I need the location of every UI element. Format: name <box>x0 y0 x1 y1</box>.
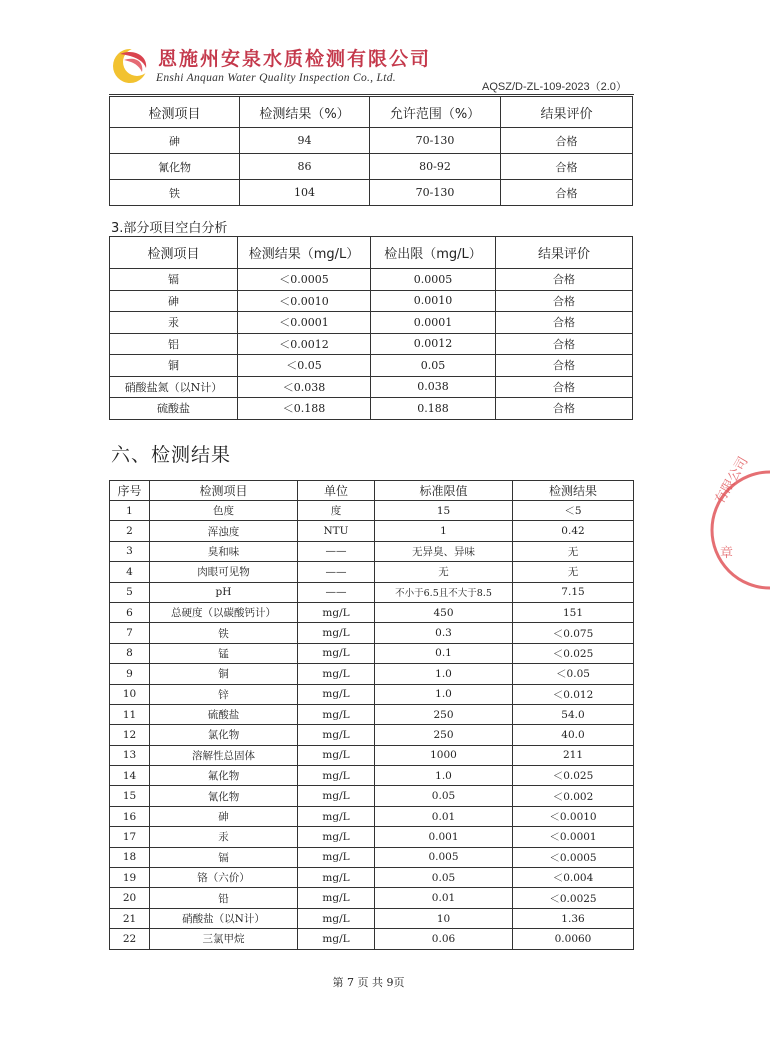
cell: ＜5 <box>513 501 634 521</box>
cell: mg/L <box>298 684 375 704</box>
cell: 0.0010 <box>371 290 496 312</box>
cell: mg/L <box>298 929 375 949</box>
section-title-results: 六、检测结果 <box>111 444 232 466</box>
cell: 0.0060 <box>513 929 634 949</box>
column-header: 检测结果（%） <box>240 97 370 128</box>
cell: 211 <box>513 745 634 765</box>
cell: ＜0.0010 <box>513 806 634 826</box>
table-row <box>110 643 634 663</box>
table-row <box>110 868 634 888</box>
cell: ＜0.075 <box>513 623 634 643</box>
blank-analysis-table <box>109 236 633 420</box>
table-row <box>110 827 634 847</box>
cell: 12 <box>110 725 150 745</box>
cell: 合格 <box>496 290 633 312</box>
cell: 0.01 <box>375 888 513 908</box>
cell: 0.3 <box>375 623 513 643</box>
cell: 镉 <box>110 269 238 291</box>
table-row <box>110 582 634 602</box>
table-row <box>110 684 634 704</box>
cell: ＜0.05 <box>513 664 634 684</box>
cell: 0.01 <box>375 806 513 826</box>
column-header: 标准限值 <box>375 481 513 501</box>
cell: mg/L <box>298 847 375 867</box>
cell: 1.36 <box>513 908 634 928</box>
cell: mg/L <box>298 888 375 908</box>
cell: 溶解性总固体 <box>150 745 298 765</box>
cell: 6 <box>110 602 150 622</box>
cell: 3 <box>110 541 150 561</box>
table-row <box>110 376 633 398</box>
cell: 11 <box>110 704 150 724</box>
company-logo-icon <box>110 46 154 86</box>
cell: mg/L <box>298 868 375 888</box>
column-header: 结果评价 <box>496 237 633 269</box>
cell: 铁 <box>150 623 298 643</box>
cell: 汞 <box>150 827 298 847</box>
cell: 19 <box>110 868 150 888</box>
cell: 0.038 <box>371 376 496 398</box>
column-header: 允许范围（%） <box>370 97 501 128</box>
cell: mg/L <box>298 623 375 643</box>
cell: 1.0 <box>375 766 513 786</box>
cell: 三氯甲烷 <box>150 929 298 949</box>
cell: 合格 <box>501 154 633 180</box>
cell: ＜0.025 <box>513 766 634 786</box>
cell: 17 <box>110 827 150 847</box>
cell: 1.0 <box>375 684 513 704</box>
cell: 80-92 <box>370 154 501 180</box>
table-row <box>110 312 633 334</box>
cell: 0.05 <box>375 868 513 888</box>
cell: mg/L <box>298 806 375 826</box>
table-row <box>110 290 633 312</box>
table-row <box>110 355 633 377</box>
cell: 无 <box>513 541 634 561</box>
cell: mg/L <box>298 908 375 928</box>
cell: 151 <box>513 602 634 622</box>
column-header: 检测结果（mg/L） <box>238 237 371 269</box>
cell: ＜0.0001 <box>513 827 634 847</box>
table-row <box>110 704 634 724</box>
company-seal-stamp <box>700 454 770 595</box>
table-row <box>110 333 633 355</box>
table-row <box>110 908 634 928</box>
cell: pH <box>150 582 298 602</box>
cell: 锰 <box>150 643 298 663</box>
table-row <box>110 745 634 765</box>
cell: 0.05 <box>375 786 513 806</box>
cell: 0.42 <box>513 521 634 541</box>
cell: 色度 <box>150 501 298 521</box>
cell: 0.05 <box>371 355 496 377</box>
cell: 86 <box>240 154 370 180</box>
cell: 0.1 <box>375 643 513 663</box>
cell: 氰化物 <box>150 786 298 806</box>
table-row <box>110 786 634 806</box>
column-header: 序号 <box>110 481 150 501</box>
cell: 10 <box>375 908 513 928</box>
cell: mg/L <box>298 766 375 786</box>
cell: 250 <box>375 704 513 724</box>
cell: 1 <box>375 521 513 541</box>
cell: 40.0 <box>513 725 634 745</box>
cell: ＜0.002 <box>513 786 634 806</box>
table-header-row <box>110 481 634 501</box>
cell: 镉 <box>150 847 298 867</box>
cell: 14 <box>110 766 150 786</box>
svg-text:章: 章 <box>720 546 734 561</box>
cell: 氰化物 <box>110 154 240 180</box>
cell: ＜0.025 <box>513 643 634 663</box>
cell: ＜0.004 <box>513 868 634 888</box>
cell: 硫酸盐 <box>110 398 238 420</box>
cell: 砷 <box>110 290 238 312</box>
cell: 铜 <box>110 355 238 377</box>
cell: 硝酸盐（以N计） <box>150 908 298 928</box>
cell: 0.005 <box>375 847 513 867</box>
cell: 合格 <box>501 128 633 154</box>
column-header: 检测项目 <box>150 481 298 501</box>
column-header: 检出限（mg/L） <box>371 237 496 269</box>
cell: 铜 <box>150 664 298 684</box>
cell: 0.0012 <box>371 333 496 355</box>
table-row <box>110 180 633 206</box>
cell: 9 <box>110 664 150 684</box>
table-row <box>110 725 634 745</box>
cell: ＜0.012 <box>513 684 634 704</box>
cell: 450 <box>375 602 513 622</box>
cell: 铅 <box>150 888 298 908</box>
cell: 7 <box>110 623 150 643</box>
cell: 94 <box>240 128 370 154</box>
table-header-row <box>110 97 633 128</box>
cell: 1.0 <box>375 664 513 684</box>
cell: 无异臭、异味 <box>375 541 513 561</box>
cell: 合格 <box>496 376 633 398</box>
table-row <box>110 501 634 521</box>
cell: ＜0.0012 <box>238 333 371 355</box>
cell: ＜0.0001 <box>238 312 371 334</box>
cell: 21 <box>110 908 150 928</box>
cell: 合格 <box>496 355 633 377</box>
table-row <box>110 847 634 867</box>
table-row <box>110 269 633 291</box>
table-row <box>110 154 633 180</box>
table-row <box>110 602 634 622</box>
cell: 硫酸盐 <box>150 704 298 724</box>
svg-text:有限公司: 有限公司 <box>712 454 752 507</box>
cell: ＜0.038 <box>238 376 371 398</box>
section-title-blank-analysis: 3.部分项目空白分析 <box>111 221 228 236</box>
recovery-table <box>109 96 633 206</box>
cell: ＜0.0025 <box>513 888 634 908</box>
table-row <box>110 128 633 154</box>
cell: 0.188 <box>371 398 496 420</box>
cell: —— <box>298 582 375 602</box>
cell: 合格 <box>496 333 633 355</box>
cell: 肉眼可见物 <box>150 562 298 582</box>
cell: 15 <box>375 501 513 521</box>
cell: 砷 <box>110 128 240 154</box>
table-row <box>110 623 634 643</box>
cell: mg/L <box>298 704 375 724</box>
cell: 5 <box>110 582 150 602</box>
cell: 浑浊度 <box>150 521 298 541</box>
cell: 铁 <box>110 180 240 206</box>
cell: mg/L <box>298 643 375 663</box>
cell: mg/L <box>298 745 375 765</box>
cell: 合格 <box>501 180 633 206</box>
cell: 70-130 <box>370 128 501 154</box>
cell: 22 <box>110 929 150 949</box>
cell: 氯化物 <box>150 725 298 745</box>
cell: 0.001 <box>375 827 513 847</box>
header-divider <box>109 94 634 95</box>
cell: 合格 <box>496 312 633 334</box>
table-row <box>110 562 634 582</box>
cell: 0.0001 <box>371 312 496 334</box>
table-row <box>110 766 634 786</box>
cell: 250 <box>375 725 513 745</box>
column-header: 检测项目 <box>110 237 238 269</box>
cell: ＜0.0010 <box>238 290 371 312</box>
table-row <box>110 521 634 541</box>
cell: mg/L <box>298 602 375 622</box>
cell: mg/L <box>298 786 375 806</box>
cell: ＜0.188 <box>238 398 371 420</box>
cell: 锌 <box>150 684 298 704</box>
table-row <box>110 806 634 826</box>
table-row <box>110 541 634 561</box>
cell: ＜0.0005 <box>238 269 371 291</box>
page-header <box>0 0 737 100</box>
cell: —— <box>298 541 375 561</box>
cell: 氟化物 <box>150 766 298 786</box>
cell: 1 <box>110 501 150 521</box>
cell: 合格 <box>496 398 633 420</box>
cell: 15 <box>110 786 150 806</box>
table-row <box>110 888 634 908</box>
column-header: 单位 <box>298 481 375 501</box>
cell: 8 <box>110 643 150 663</box>
cell: 合格 <box>496 269 633 291</box>
cell: 铝 <box>110 333 238 355</box>
cell: 臭和味 <box>150 541 298 561</box>
document-number: AQSZ/D-ZL-109-2023（2.0） <box>482 81 627 93</box>
column-header: 检测项目 <box>110 97 240 128</box>
cell: 硝酸盐氮（以N计） <box>110 376 238 398</box>
cell: 13 <box>110 745 150 765</box>
cell: ＜0.05 <box>238 355 371 377</box>
table-header-row <box>110 237 633 269</box>
cell: mg/L <box>298 827 375 847</box>
cell: mg/L <box>298 664 375 684</box>
column-header: 检测结果 <box>513 481 634 501</box>
cell: 16 <box>110 806 150 826</box>
cell: 18 <box>110 847 150 867</box>
cell: 10 <box>110 684 150 704</box>
cell: 0.06 <box>375 929 513 949</box>
cell: 4 <box>110 562 150 582</box>
cell: 铬（六价） <box>150 868 298 888</box>
cell: 20 <box>110 888 150 908</box>
cell: ＜0.0005 <box>513 847 634 867</box>
cell: 0.0005 <box>371 269 496 291</box>
cell: 54.0 <box>513 704 634 724</box>
cell: 无 <box>513 562 634 582</box>
cell: 7.15 <box>513 582 634 602</box>
cell: 1000 <box>375 745 513 765</box>
cell: 无 <box>375 562 513 582</box>
cell: 总硬度（以碳酸钙计） <box>150 602 298 622</box>
results-table <box>109 480 634 950</box>
company-name-en: Enshi Anquan Water Quality Inspection Co., Ltd. <box>156 72 396 84</box>
cell: 2 <box>110 521 150 541</box>
cell: 70-130 <box>370 180 501 206</box>
table-row <box>110 398 633 420</box>
cell: —— <box>298 562 375 582</box>
cell: 砷 <box>150 806 298 826</box>
table-row <box>110 929 634 949</box>
cell: mg/L <box>298 725 375 745</box>
table-row <box>110 664 634 684</box>
company-name-cn: 恩施州安泉水质检测有限公司 <box>158 48 432 70</box>
cell: 不小于6.5且不大于8.5 <box>375 582 513 602</box>
cell: 104 <box>240 180 370 206</box>
cell: NTU <box>298 521 375 541</box>
column-header: 结果评价 <box>501 97 633 128</box>
page-number: 第 7 页 共 9页 <box>332 976 405 989</box>
cell: 汞 <box>110 312 238 334</box>
cell: 度 <box>298 501 375 521</box>
